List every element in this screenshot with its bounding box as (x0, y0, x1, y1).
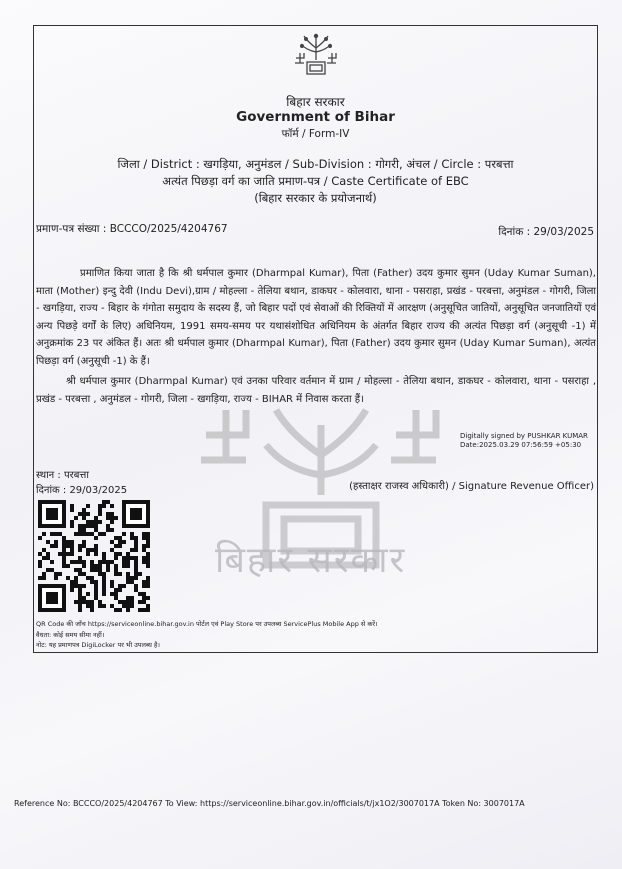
bihar-emblem-icon (292, 30, 340, 78)
digital-signature (460, 432, 588, 450)
issue-date: दिनांक : 29/03/2025 (36, 485, 128, 496)
digital-signature-line-2: Date:2025.03.29 07:56:59 +05:30 (460, 441, 582, 449)
district-line: जिला / District : खगड़िया, अनुमंडल / Sub-Division : गोगरी, अंचल / Circle : परबत्ता (117, 157, 514, 171)
government-english: Government of Bihar (236, 109, 395, 125)
certificate-body-paragraph-2: श्री धर्मपाल कुमार (Dharmpal Kumar) एवं उनका परिवार वर्तमान में ग्राम / मोहल्ला - तेलिया बथान, डाकघर - कोलवारा, थाना - पसराहा , प्रखंड - परबत्ता , अनुमंडल - गोगरी, जिला - खगड़िया, राज्य - BIHAR में निवास करता हैं। (36, 376, 596, 405)
qr-notes (36, 619, 378, 651)
qr-code (38, 500, 150, 612)
certificate-number: प्रमाण-पत्र संख्या : BCCCO/2025/4204767 (36, 223, 228, 235)
reference-line: Reference No: BCCCO/2025/4204767 To View: https://serviceonline.bihar.gov.in/officials/t/jx1O2/3007017A Token No: 3007017A (14, 799, 525, 808)
qr-note-2: वैधता: कोई समय सीमा नहीं। (36, 630, 105, 639)
watermark-text: बिहार सरकार (215, 540, 407, 581)
signature-label: (हस्ताक्षर राजस्व अधिकारी) / Signature Revenue Officer) (349, 481, 594, 492)
issue-place: स्थान : परबत्ता (36, 470, 89, 481)
certificate-body-paragraph-1: प्रमाणित किया जाता है कि श्री धर्मपाल कुमार (Dharmpal Kumar), पिता (Father) उदय कुमार सुमन (Uday Kumar Suman), माता (Mother) इन्दु देवी (Indu Devi),ग्राम / मोहल्ला - तेलिया बथान, डाकघर - कोलवारा, थाना - पसराहा, प्रखंड - परबत्ता, अनुमंडल - गोगरी, जिला - खगड़िया, राज्य - बिहार के गंगोता समुदाय के सदस्य हैं, जो बिहार पदों एवं सेवाओं की रिक्तियों में आरक्षण (अनुसूचित जातियों, अनुसूचित जनजातियों एवं अन्य पिछड़े वर्गों के लिए) अधिनियम, 1991 समय-समय पर यथासंशोधित अधिनियम के अंतर्गत बिहार राज्य की अत्यंत पिछड़ा वर्ग (अनुसूची -1) में अनुक्रमांक 23 पर अंकित हैं। अतः श्री धर्मपाल कुमार (Dharmpal Kumar), पिता (Father) उदय कुमार सुमन (Uday Kumar Suman), अत्यंत पिछड़ा वर्ग (अनुसूची -1) के हैं। (36, 268, 596, 367)
certificate-date: दिनांक : 29/03/2025 (498, 226, 594, 238)
qr-note-3: नोट: यह प्रमाणपत्र DigiLocker पर भी उपलब्ध है। (36, 641, 160, 649)
digital-signature-line-1: Digitally signed by PUSHKAR KUMAR (460, 432, 588, 440)
certificate-title: अत्यंत पिछड़ा वर्ग का जाति प्रमाण-पत्र / Caste Certificate of EBC (162, 174, 469, 188)
purpose-line: (बिहार सरकार के प्रयोजनार्थ) (254, 191, 377, 205)
form-number: फॉर्म / Form-IV (281, 128, 350, 140)
government-hindi: बिहार सरकार (286, 95, 345, 109)
qr-note-1: QR Code की जाँच https://serviceonline.bihar.gov.in पोर्टल एवं Play Store पर उपलब्ध ServicePlus Mobile App से करें। (36, 620, 378, 628)
